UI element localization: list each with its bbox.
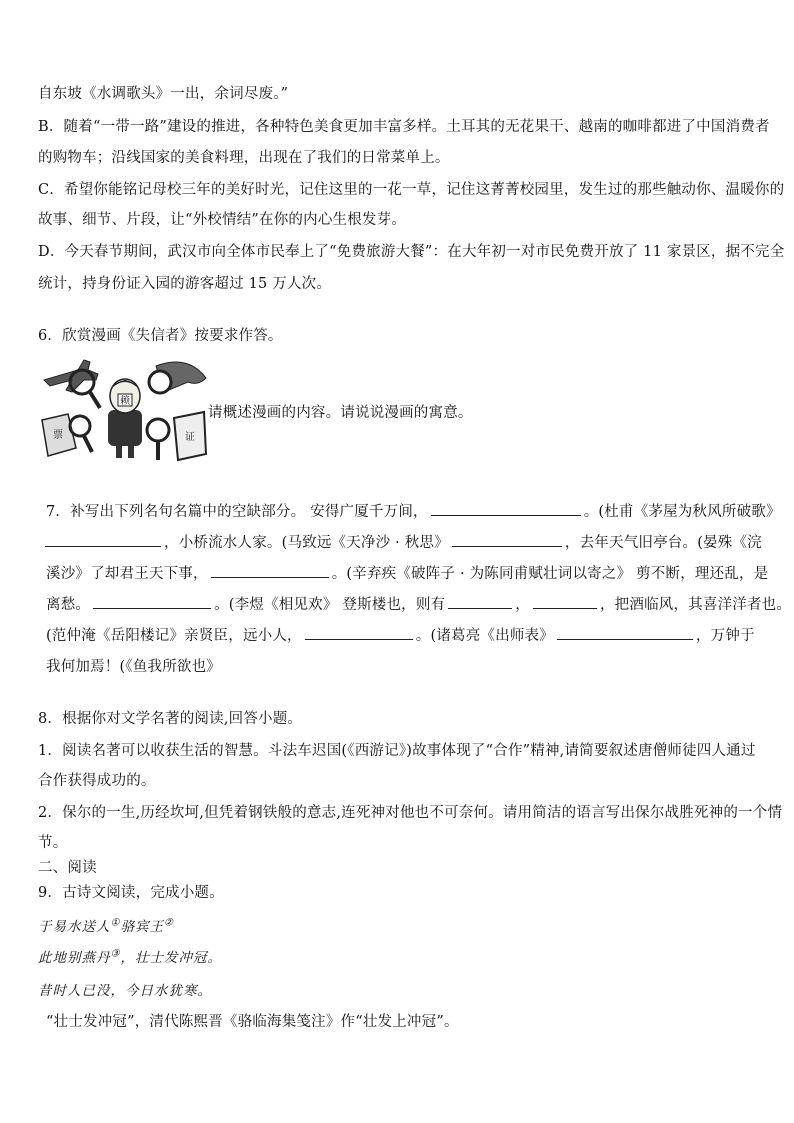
q7-line5-text-c: ，万钟于 bbox=[695, 628, 755, 644]
q7-line2-text-a: ，小桥流水人家。(马致远《天净沙 · 秋思》 bbox=[164, 535, 449, 551]
certificate-label: 证 bbox=[185, 432, 195, 443]
q7-line4-text-b: 。(李煜《相见欢》 登斯楼也，则有 bbox=[214, 597, 446, 613]
q7-line5 bbox=[46, 624, 755, 645]
q6-title: 6．欣赏漫画《失信者》按要求作答。 bbox=[38, 328, 283, 344]
cartoon-image bbox=[38, 352, 208, 462]
q7-line3-text-a: 溪沙》了却君王天下事， bbox=[46, 566, 208, 582]
q5-option-a-end: 自东坡《水调歌头》一出，余词尽废。” bbox=[38, 86, 289, 102]
poem-line-1 bbox=[38, 946, 222, 966]
q7-line3 bbox=[46, 562, 768, 583]
ticket-label: 票 bbox=[53, 430, 63, 441]
q5-option-d-line1: D．今天春节期间，武汉市向全体市民奉上了“免费旅游大餐”：在大年初一对市民免费开放了 11 家景区，据不完全 bbox=[38, 244, 785, 260]
answer-blank-4[interactable] bbox=[211, 563, 329, 578]
q7-line4-text-a: 离愁。 bbox=[46, 597, 91, 613]
poem-line-1-b: ，壮士发冲冠。 bbox=[120, 950, 222, 966]
q7-line3-text-b: 。(辛弃疾《破阵子 · 为陈同甫赋壮词以寄之》 剪不断，理还乱，是 bbox=[331, 566, 769, 582]
q7-line5-text-b: 。(诸葛亮《出师表》 bbox=[415, 628, 554, 644]
answer-blank-6[interactable] bbox=[448, 594, 512, 609]
q7-line4-text-c: ， bbox=[515, 597, 530, 613]
q9-title: 9．古诗文阅读，完成小题。 bbox=[38, 885, 224, 901]
q7-line5-text-a: (范仲淹《岳阳楼记》亲贤臣，远小人， bbox=[46, 628, 302, 644]
certificate-icon bbox=[174, 412, 206, 460]
q8-sub2-line1: 2．保尔的一生,历经坎坷,但凭着钢铁般的意志,连死神对他也不可奈何。请用简洁的语言写出保尔战胜死神的一个情 bbox=[38, 805, 783, 821]
poem-title: 于易水送人 bbox=[38, 919, 111, 935]
poem-line-1-a: 此地别燕丹 bbox=[38, 950, 111, 966]
magnifier-top-right-icon bbox=[149, 362, 206, 393]
answer-blank-2[interactable] bbox=[45, 532, 161, 547]
q7-line6: 我何加焉！(《鱼我所欲也》 bbox=[46, 659, 222, 675]
section-heading: 二、阅读 bbox=[38, 860, 97, 876]
q8-title: 8．根据你对文学名著的阅读,回答小题。 bbox=[38, 711, 303, 727]
q7-line2-text-b: ，去年天气旧亭台。(晏殊《浣 bbox=[564, 535, 762, 551]
answer-blank-3[interactable] bbox=[452, 532, 562, 547]
q8-sub2-line2: 节。 bbox=[38, 835, 68, 851]
q6-prompt: 请概述漫画的内容。请说说漫画的寓意。 bbox=[208, 405, 473, 421]
q7-line2 bbox=[42, 531, 762, 552]
ticket-book-icon bbox=[42, 414, 92, 456]
q5-option-b-line2: 的购物车；沿线国家的美食料理，出现在了我们的日常菜单上。 bbox=[38, 150, 450, 166]
poem-note-3: ③ bbox=[110, 948, 121, 960]
q5-option-b-line1: B．随着“一带一路”建设的推进，各种特色美食更加丰富多样。土耳其的无花果干、越南的咖啡都进了中国消费者 bbox=[38, 119, 770, 135]
q5-option-d-line2: 统计，持身份证入园的游客超过 15 万人次。 bbox=[38, 276, 332, 292]
answer-blank-5[interactable] bbox=[93, 594, 211, 609]
answer-blank-9[interactable] bbox=[557, 625, 693, 640]
face-label: 赖 bbox=[120, 396, 130, 407]
answer-blank-1[interactable] bbox=[431, 501, 581, 516]
q5-option-c-line1: C．希望你能铭记母校三年的美好时光，记住这里的一花一草，记住这菁菁校园里，发生过的那些触动你、温暖你的 bbox=[38, 182, 785, 198]
q7-line1 bbox=[46, 500, 781, 521]
poem-line-2: 昔时人已没，今日水犹寒。 bbox=[38, 983, 212, 999]
q9-note: “壮士发冲冠”，清代陈熙晋《骆临海集笺注》作“壮发上冲冠”。 bbox=[46, 1014, 459, 1030]
answer-blank-8[interactable] bbox=[305, 625, 413, 640]
q7-line4-text-d: ，把酒临风，其喜洋洋者也。 bbox=[599, 597, 792, 613]
person-figure bbox=[108, 379, 142, 458]
poem-title-line bbox=[38, 915, 174, 935]
poem-author: 骆宾王 bbox=[120, 919, 164, 935]
q8-sub1-line1: 1．阅读名著可以收获生活的智慧。斗法车迟国(《西游记》)故事体现了“合作”精神,请简要叙述唐僧师徒四人通过 bbox=[38, 743, 756, 759]
answer-blank-7[interactable] bbox=[533, 594, 597, 609]
poem-note-1: ① bbox=[110, 917, 121, 929]
magnifier-middle-icon bbox=[147, 419, 169, 460]
poem-note-2: ② bbox=[163, 917, 174, 929]
q7-line4 bbox=[46, 593, 791, 614]
q7-line1-text-b: 。(杜甫《茅屋为秋风所破歌》 bbox=[583, 504, 781, 520]
q7-line1-text-a: 7．补写出下列名句名篇中的空缺部分。 安得广厦千万间， bbox=[46, 504, 428, 520]
q8-sub1-line2: 合作获得成功的。 bbox=[38, 773, 156, 789]
q5-option-c-line2: 故事、细节、片段，让“外校情结”在你的内心生根发芽。 bbox=[38, 212, 407, 228]
